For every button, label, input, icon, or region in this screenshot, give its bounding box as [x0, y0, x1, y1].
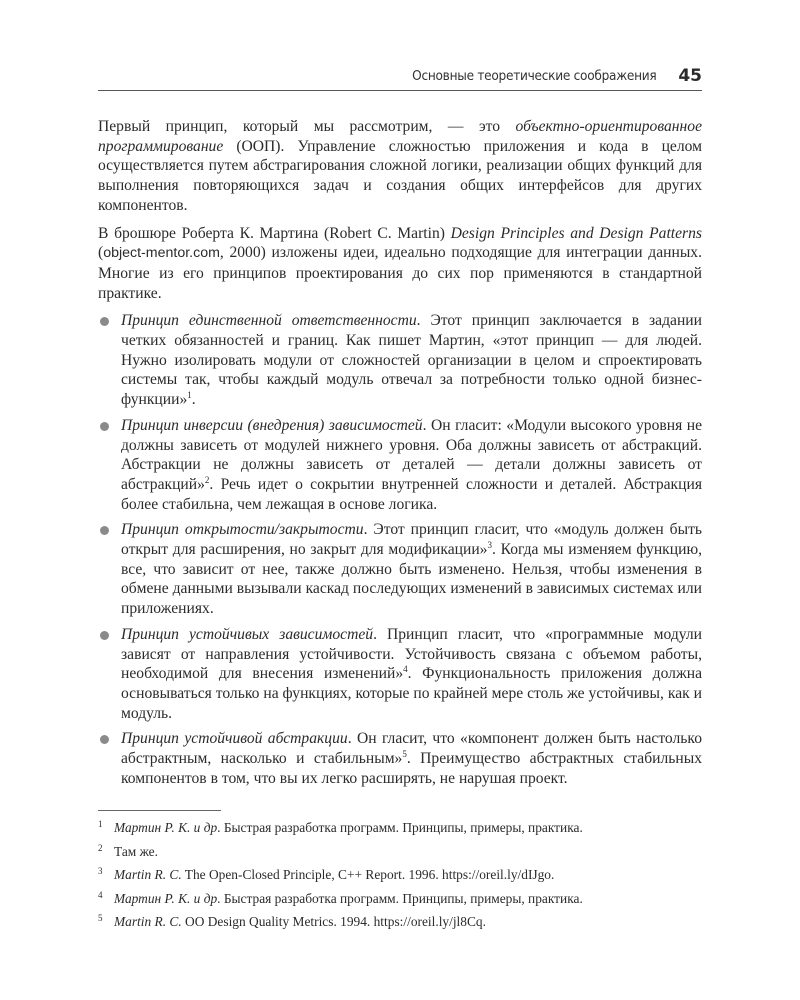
principle-text: . Преимущество абстрактных стабильных компонентов в том, что вы их легко расширять, не нарушая проект.: [121, 750, 702, 787]
footnote-item: [98, 840, 702, 864]
website-name: object-mentor.com: [103, 245, 220, 262]
body-text: [98, 117, 702, 795]
list-item: [98, 520, 702, 619]
principle-name: Принцип устойчивых зависимостей: [121, 625, 374, 643]
principle-name: Принцип открытости/закрытости: [121, 521, 364, 539]
paragraph-text: (ООП). Управление сложностью приложения и кода в целом осуществляется путем абстрагирования сложной логики, реализации общих функций для выполнения повторяющихся задач и создания общих интерфейсов для других компонентов.: [98, 137, 702, 214]
footnote-number: 1: [98, 819, 103, 829]
footnote-author: Мартин Р. К. и др: [114, 890, 218, 906]
bullet-icon: [100, 526, 109, 535]
footnote-divider: [98, 810, 221, 811]
footnote-ref[interactable]: 1: [187, 389, 192, 400]
bullet-icon: [100, 631, 109, 640]
bullet-icon: [100, 317, 109, 326]
footnote-ref[interactable]: 3: [487, 539, 492, 550]
principle-text: . Этот принцип гласит, что «модуль должен быть открыт для расширения, но закрыт для модификации»: [121, 521, 703, 559]
paragraph-text: , 2000) изложены идеи, идеально подходящие для интеграции данных. Многие из его принципов проектирования до сих пор применяются в стандартной практике.: [98, 244, 702, 302]
running-header: [98, 62, 702, 91]
principle-name: Принцип единственной ответственности: [121, 312, 417, 330]
principles-list: [98, 311, 702, 788]
footnote-text: OO Design Quality Metrics. 1994. https://oreil.ly/jl8Cq.: [181, 914, 486, 929]
footnotes: [98, 816, 702, 934]
principle-text: . Когда мы изменяем функцию, все, что зависит от нее, также должно быть изменено. Нельзя, чтобы изменения в обмене данными вызывали каскад последующих изменений в зависимых системах или приложениях.: [121, 541, 702, 618]
footnote-number: 4: [98, 889, 103, 900]
footnote-author: Мартин Р. К. и др: [114, 820, 218, 835]
footnote-ref[interactable]: 4: [403, 664, 408, 675]
page-number: 45: [678, 66, 702, 86]
principle-text: . Он гласит: «Модули высокого уровня не должны зависеть от модулей нижнего уровня. Оба должны зависеть от абстракций. Абстракции не должны зависеть от деталей — детали должны зависеть от абстракций»: [121, 416, 702, 493]
list-item: [98, 416, 702, 515]
bullet-icon: [100, 422, 109, 431]
paragraph-text: (: [98, 244, 104, 262]
emphasis-term: объектно-ориентированное программирование: [98, 118, 702, 155]
principle-text: . Он гласит, что «компонент должен быть настолько абстрактным, насколько и стабильным»: [121, 730, 702, 768]
principle-text: . Речь идет о сокрытии внутренней сложности и деталей. Абстракция более стабильна, чем лежащая в основе логика.: [121, 475, 702, 513]
footnote-text: Там же.: [114, 843, 158, 859]
principle-name: Принцип устойчивой абстракции: [121, 730, 348, 748]
footnote-item: [98, 910, 702, 934]
paragraph-text: Первый принцип, который мы рассмотрим, — это: [98, 118, 516, 135]
list-item: [98, 625, 702, 724]
bullet-icon: [100, 735, 109, 744]
footnote-item: [98, 816, 702, 840]
footnote-text: The Open-Closed Principle, C++ Report. 1996. https://oreil.ly/dIJgo.: [181, 867, 555, 882]
footnote-number: 2: [98, 842, 103, 853]
footnote-item: [98, 887, 702, 911]
header-title: Основные теоретические соображения: [412, 68, 657, 84]
paragraph-text: В брошюре Роберта К. Мартина (Robert C. Martin): [98, 224, 451, 242]
footnote-number: 3: [98, 866, 103, 876]
principle-name: Принцип инверсии (внедрения) зависимостей: [121, 416, 423, 434]
footnote-author: Martin R. C.: [114, 867, 182, 882]
paragraph-martin: [98, 224, 702, 304]
principle-text: . Этот принцип заключается в задании четких обязанностей и границ. Как пишет Мартин, «этот принцип — для людей. Нужно изолировать модули от сложностей организации в целом и спроектировать системы так, чтобы каждый модуль отвечал за потребности только одной бизнес-функции»: [121, 312, 702, 409]
footnote-author: Martin R. C.: [114, 914, 182, 929]
footnote-text: . Быстрая разработка программ. Принципы, примеры, практика.: [217, 820, 583, 835]
footnote-ref[interactable]: 2: [204, 474, 210, 485]
book-title: Design Principles and Design Patterns: [450, 224, 702, 242]
principle-text: . Функциональность приложения должна основываться только на функциях, которые по крайней мере столь же устойчивы, как и модуль.: [121, 665, 702, 722]
paragraph-oop: [98, 117, 702, 216]
list-item: [98, 311, 702, 410]
footnote-text: . Быстрая разработка программ. Принципы, примеры, практика.: [217, 890, 583, 906]
footnote-number: 5: [98, 913, 103, 923]
footnote-ref[interactable]: 5: [402, 748, 407, 759]
principle-text: . Принцип гласит, что «программные модули зависят от направления устойчивости. Устойчивость связана с объемом работы, необходимой для внесения изменений»: [121, 625, 702, 683]
principle-text: .: [191, 391, 196, 409]
footnote-item: [98, 863, 702, 887]
list-item: [98, 729, 702, 788]
